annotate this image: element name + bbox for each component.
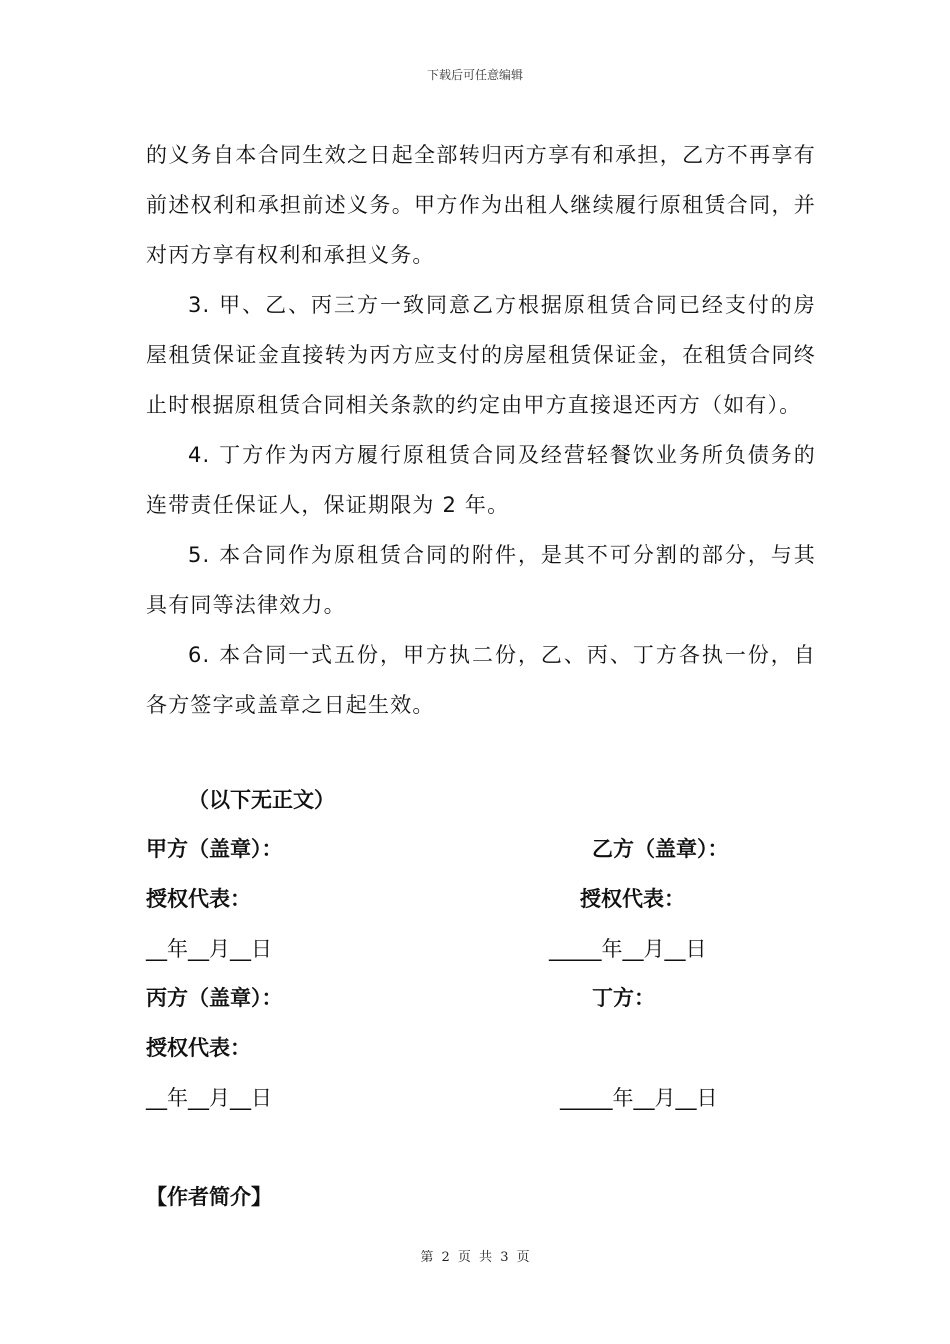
paragraph-continuation: 的义务自本合同生效之日起全部转归丙方享有和承担，乙方不再享有前述权利和承担前述义务。甲方作为出租人继续履行原租赁合同，并对丙方享有权利和承担义务。 (146, 143, 816, 267)
page-footer: 第 2 页 共 3 页 (420, 1250, 530, 1265)
document-body (146, 130, 816, 730)
party-a-seal-label: 甲方（盖章）： (146, 837, 283, 861)
clause-6: 6. 本合同一式五份，甲方执二份，乙、丙、丁方各执一份，自各方签字或盖章之日起生效。 (146, 643, 816, 717)
party-b-seal-label: 乙方（盖章）： (592, 837, 729, 861)
no-further-text-note: （以下无正文） (188, 788, 335, 812)
clause-4: 4. 丁方作为丙方履行原租赁合同及经营轻餐饮业务所负债务的连带责任保证人，保证期限为 2 年。 (146, 443, 816, 517)
party-a-representative-label: 授权代表： (146, 887, 251, 911)
author-intro-heading: 【作者简介】 (146, 1185, 272, 1209)
party-b-date-line: _____年__月__日 (549, 937, 707, 961)
party-b-representative-label: 授权代表： (580, 887, 685, 911)
page-header: 下载后可任意编辑 (426, 68, 523, 82)
party-a-date-line: __年__月__日 (146, 937, 272, 961)
party-c-date-line: __年__月__日 (146, 1086, 272, 1110)
clause-5: 5. 本合同作为原租赁合同的附件，是其不可分割的部分，与其具有同等法律效力。 (146, 543, 816, 617)
party-c-representative-label: 授权代表： (146, 1036, 251, 1060)
clause-3: 3. 甲、乙、丙三方一致同意乙方根据原租赁合同已经支付的房屋租赁保证金直接转为丙方应支付的房屋租赁保证金，在租赁合同终止时根据原租赁合同相关条款的约定由甲方直接退还丙方（如有）。 (146, 293, 816, 417)
party-c-seal-label: 丙方（盖章）： (146, 986, 283, 1010)
party-d-date-line: _____年__月__日 (560, 1086, 718, 1110)
party-d-label: 丁方： (592, 986, 655, 1010)
